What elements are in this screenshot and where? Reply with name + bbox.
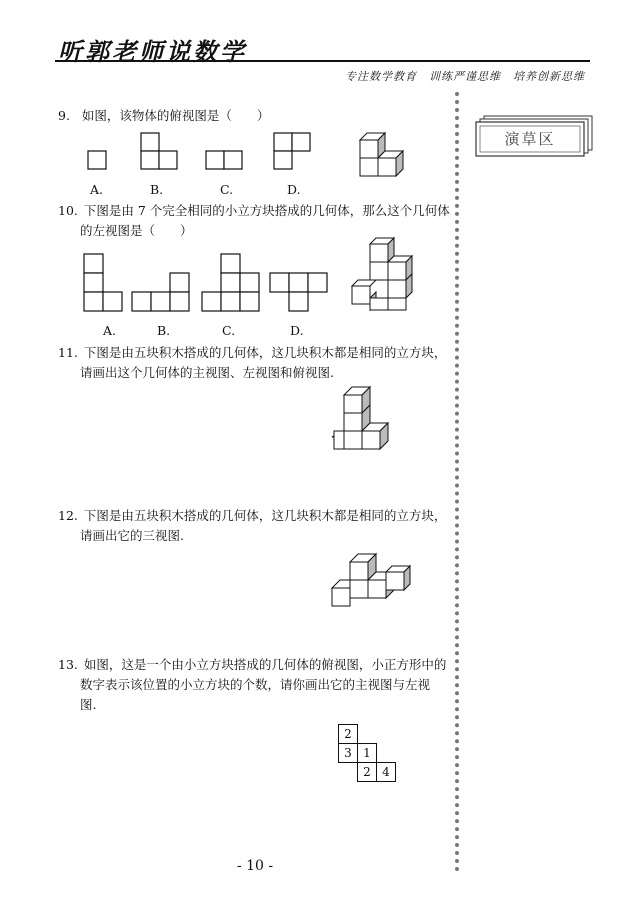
- question-text-line1: 下图是由五块积木搭成的几何体，这几块积木都是相同的立方块，: [83, 345, 447, 360]
- q9-option-d: [274, 133, 310, 169]
- brand-title: 听郭老师说数学: [58, 38, 247, 66]
- q9-option-c-label: C.: [220, 182, 234, 197]
- q9-figures: [80, 130, 480, 190]
- q10-option-a: [84, 254, 122, 311]
- question-13: [58, 655, 446, 715]
- question-text-line1: 如图，这是一个由小立方块搭成的几何体的俯视图，小正方形中的: [83, 657, 447, 672]
- question-text-line3: 图.: [80, 697, 97, 712]
- column-divider: [455, 92, 459, 872]
- q9-option-c: [206, 151, 242, 169]
- q9-option-b-label: B.: [150, 182, 164, 197]
- q11-solid: [330, 385, 410, 465]
- q10-option-c-label: C.: [222, 323, 236, 338]
- header-slogan: 专注数学教育 训练严谨思维 培养创新思维: [345, 70, 585, 83]
- q10-option-d-label: D.: [290, 323, 304, 338]
- question-number: 9.: [58, 108, 70, 123]
- grid-cell: 4: [376, 762, 396, 782]
- question-text: 如图，该物体的俯视图是（ ）: [81, 108, 270, 123]
- q9-option-b: [141, 133, 177, 169]
- question-number: 13.: [58, 657, 78, 672]
- question-text-line2: 的左视图是（ ）: [80, 223, 193, 238]
- q10-figures: [80, 252, 480, 327]
- q9-solid: [360, 133, 403, 176]
- header-rule: [55, 60, 590, 62]
- draft-area-tag: [478, 120, 586, 150]
- question-number: 12.: [58, 508, 78, 523]
- question-11: [58, 343, 446, 383]
- question-text-line2: 请画出它的三视图.: [80, 528, 184, 543]
- q9-option-d-label: D.: [287, 182, 301, 197]
- question-10: [58, 201, 450, 241]
- q10-option-d: [270, 273, 327, 311]
- question-number: 11.: [58, 345, 78, 360]
- question-9: [58, 106, 269, 126]
- q10-solid: [352, 238, 412, 310]
- grid-cell: 2: [338, 724, 358, 744]
- question-number: 10.: [58, 203, 78, 218]
- q12-solid: [328, 548, 418, 618]
- question-text-line1: 下图是由 7 个完全相同的小立方块搭成的几何体，那么这个几何体: [83, 203, 450, 218]
- question-text-line1: 下图是由五块积木搭成的几何体，这几块积木都是相同的立方块，: [83, 508, 447, 523]
- grid-cell: 1: [357, 743, 377, 763]
- q13-top-view-grid: [338, 724, 398, 784]
- q9-a-cell: [88, 151, 106, 169]
- q9-option-a-label: A.: [90, 182, 104, 197]
- draft-label: 演草区: [504, 130, 556, 148]
- q10-option-a-label: A.: [103, 323, 117, 338]
- question-text-line2: 请画出这个几何体的主视图、左视图和俯视图.: [80, 365, 334, 380]
- q10-option-b-label: B.: [157, 323, 171, 338]
- page-number: - 10 -: [236, 858, 274, 874]
- question-12: [58, 506, 446, 546]
- grid-cell: 2: [357, 762, 377, 782]
- q10-option-c: [202, 254, 259, 311]
- q10-option-b: [132, 273, 189, 311]
- question-text-line2: 数字表示该位置的小立方块的个数，请你画出它的主视图与左视: [80, 677, 431, 692]
- grid-cell: 3: [338, 743, 358, 763]
